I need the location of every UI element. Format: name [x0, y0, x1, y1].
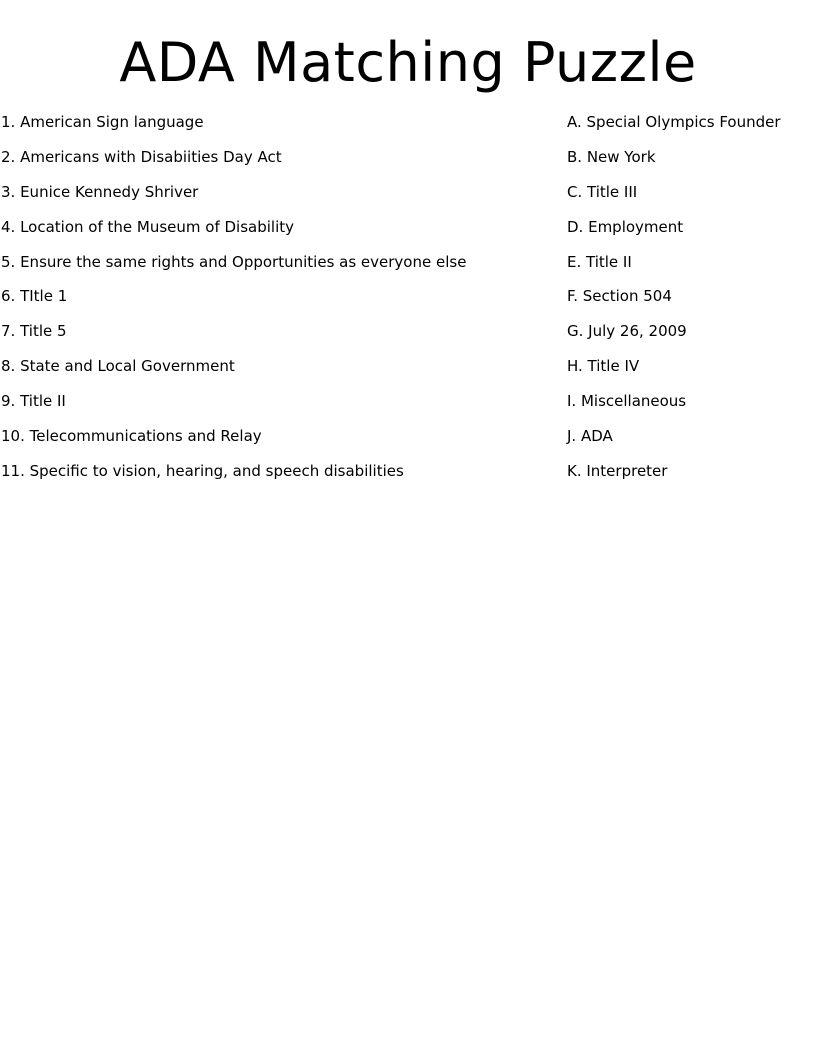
- answer-item: H. Title IV: [567, 357, 640, 376]
- answer-list: [567, 110, 816, 494]
- answer-item: D. Employment: [567, 217, 684, 236]
- clue-item: 1. American Sign language: [1, 113, 204, 131]
- answer-item: K. Interpreter: [567, 461, 668, 480]
- answer-item: C. Title III: [567, 182, 638, 201]
- clue-item: 10. Telecommunications and Relay: [1, 427, 262, 446]
- answer-item: G. July 26, 2009: [567, 322, 687, 341]
- page-title: ADA Matching Puzzle: [119, 31, 697, 94]
- clue-item: 4. Location of the Museum of Disability: [1, 217, 295, 236]
- clue-item: 3. Eunice Kennedy Shriver: [1, 182, 199, 201]
- answer-item: E. Title II: [567, 252, 632, 271]
- clue-item: 6. TItle 1: [1, 287, 68, 306]
- answer-item: A. Special Olympics Founder: [567, 113, 781, 131]
- clue-item: 5. Ensure the same rights and Opportunities as everyone else: [1, 252, 467, 271]
- clue-list: [1, 110, 541, 494]
- clue-item: 2. Americans with Disabiities Day Act: [1, 147, 282, 166]
- answer-item: B. New York: [567, 147, 656, 166]
- clue-item: 8. State and Local Government: [1, 357, 235, 376]
- clue-item: 11. Specific to vision, hearing, and speech disabilities: [1, 461, 404, 480]
- answer-item: J. ADA: [567, 427, 613, 446]
- clue-item: 9. Title II: [1, 392, 66, 411]
- answer-item: I. Miscellaneous: [567, 392, 687, 411]
- clue-item: 7. Title 5: [1, 322, 67, 341]
- answer-item: F. Section 504: [567, 287, 672, 306]
